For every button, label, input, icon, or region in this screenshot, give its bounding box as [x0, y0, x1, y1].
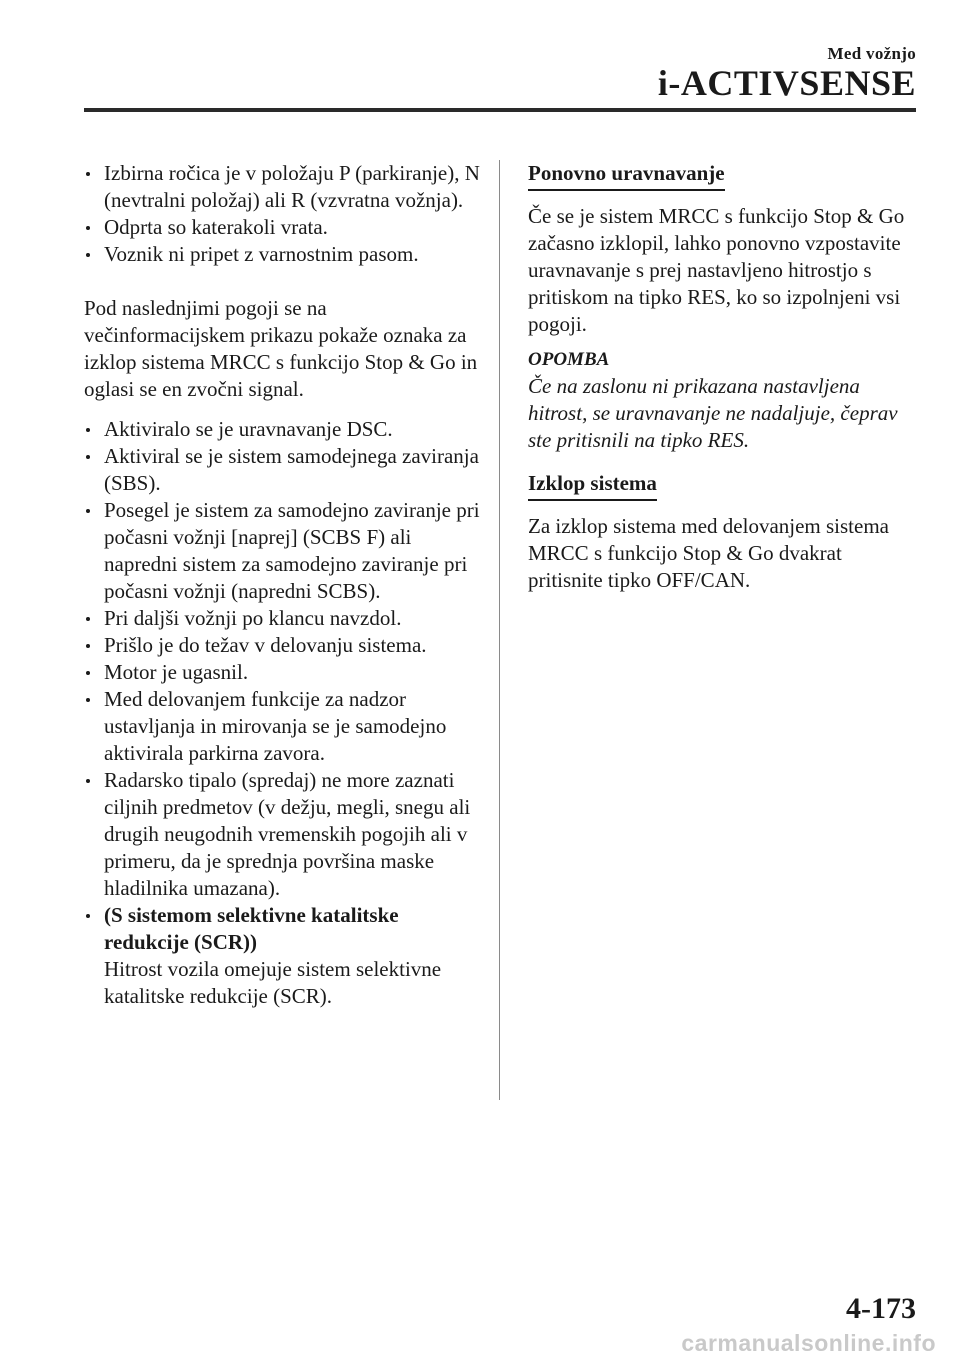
bullet-icon: [86, 914, 90, 918]
left-column: [84, 160, 484, 1010]
bullet-icon: [86, 253, 90, 257]
list-item: Odprta so katerakoli vrata.: [84, 214, 484, 241]
list-item: Posegel je sistem za samodejno zaviranje pri počasni vožnji [naprej] (SCBS F) ali napredni sistem za samodejno zaviranje pri počasni vožnji (napredni SCBS).: [84, 497, 484, 605]
right-column: [528, 160, 920, 594]
note-text: Če na zaslonu ni prikazana nastavljena hitrost, se uravnavanje ne nadaljuje, čeprav ste pritisnili na tipko RES.: [528, 374, 898, 452]
bullet-icon: [86, 617, 90, 621]
page-title: i-ACTIVSENSE: [657, 63, 916, 103]
intro-paragraph: Pod naslednjimi pogoji se na večinformacijskem prikazu pokaže oznaka za izklop sistema MRCC s funkcijo Stop & Go in oglasi se en zvočni signal.: [84, 296, 478, 401]
section-heading-resume: Ponovno uravnavanje: [528, 160, 725, 191]
scr-condition-text: Hitrost vozila omejuje sistem selektivne katalitske redukcije (SCR).: [104, 957, 442, 1008]
list-item: Izbirna ročica je v položaju P (parkiranje), N (nevtralni položaj) ali R (vzvratna vožnja).: [84, 160, 484, 214]
page-number: 4-173: [846, 1292, 916, 1325]
list-item: Radarsko tipalo (spredaj) ne more zaznati ciljnih predmetov (v dežju, megli, snegu ali drugih neugodnih vremenskih pogojih ali v primeru, da je sprednja površina maske hladilnika umazana).: [84, 767, 484, 902]
bullet-icon: [86, 644, 90, 648]
condition-list-1: [84, 160, 484, 268]
off-paragraph: Za izklop sistema med delovanjem sistema MRCC s funkcijo Stop & Go dvakrat pritisnite tipko OFF/CAN.: [528, 514, 889, 592]
resume-paragraph: Če se je sistem MRCC s funkcijo Stop & Go začasno izklopil, lahko ponovno vzpostavite uravnavanje s prej nastavljeno hitrostjo s pritiskom na tipko RES, ko so izpolnjeni vsi pogoji.: [528, 204, 905, 336]
bullet-icon: [86, 172, 90, 176]
bullet-icon: [86, 428, 90, 432]
list-item: Aktiviralo se je uravnavanje DSC.: [84, 416, 484, 443]
bullet-icon: [86, 671, 90, 675]
bullet-icon: [86, 779, 90, 783]
bullet-icon: [86, 455, 90, 459]
watermark: carmanualsonline.info: [681, 1330, 936, 1356]
list-item: Aktiviral se je sistem samodejnega zaviranja (SBS).: [84, 443, 484, 497]
column-divider: [499, 160, 500, 1100]
list-item: Med delovanjem funkcije za nadzor ustavljanja in mirovanja se je samodejno aktivirala parkirna zavora.: [84, 686, 484, 767]
bullet-icon: [86, 698, 90, 702]
header-rule: [84, 108, 916, 112]
condition-list-2: [84, 416, 484, 1010]
list-item: Prišlo je do težav v delovanju sistema.: [84, 632, 484, 659]
list-item: Motor je ugasnil.: [84, 659, 484, 686]
section-heading-off: Izklop sistema: [528, 470, 657, 501]
note-label: OPOMBA: [528, 349, 610, 370]
list-item: Pri daljši vožnji po klancu navzdol.: [84, 605, 484, 632]
bullet-icon: [86, 509, 90, 513]
list-item: Voznik ni pripet z varnostnim pasom.: [84, 241, 484, 268]
header-section: Med vožnjo: [827, 44, 916, 63]
list-item: [84, 902, 484, 1010]
scr-condition-title: (S sistemom selektivne katalitske redukcije (SCR)): [104, 903, 399, 954]
bullet-icon: [86, 226, 90, 230]
